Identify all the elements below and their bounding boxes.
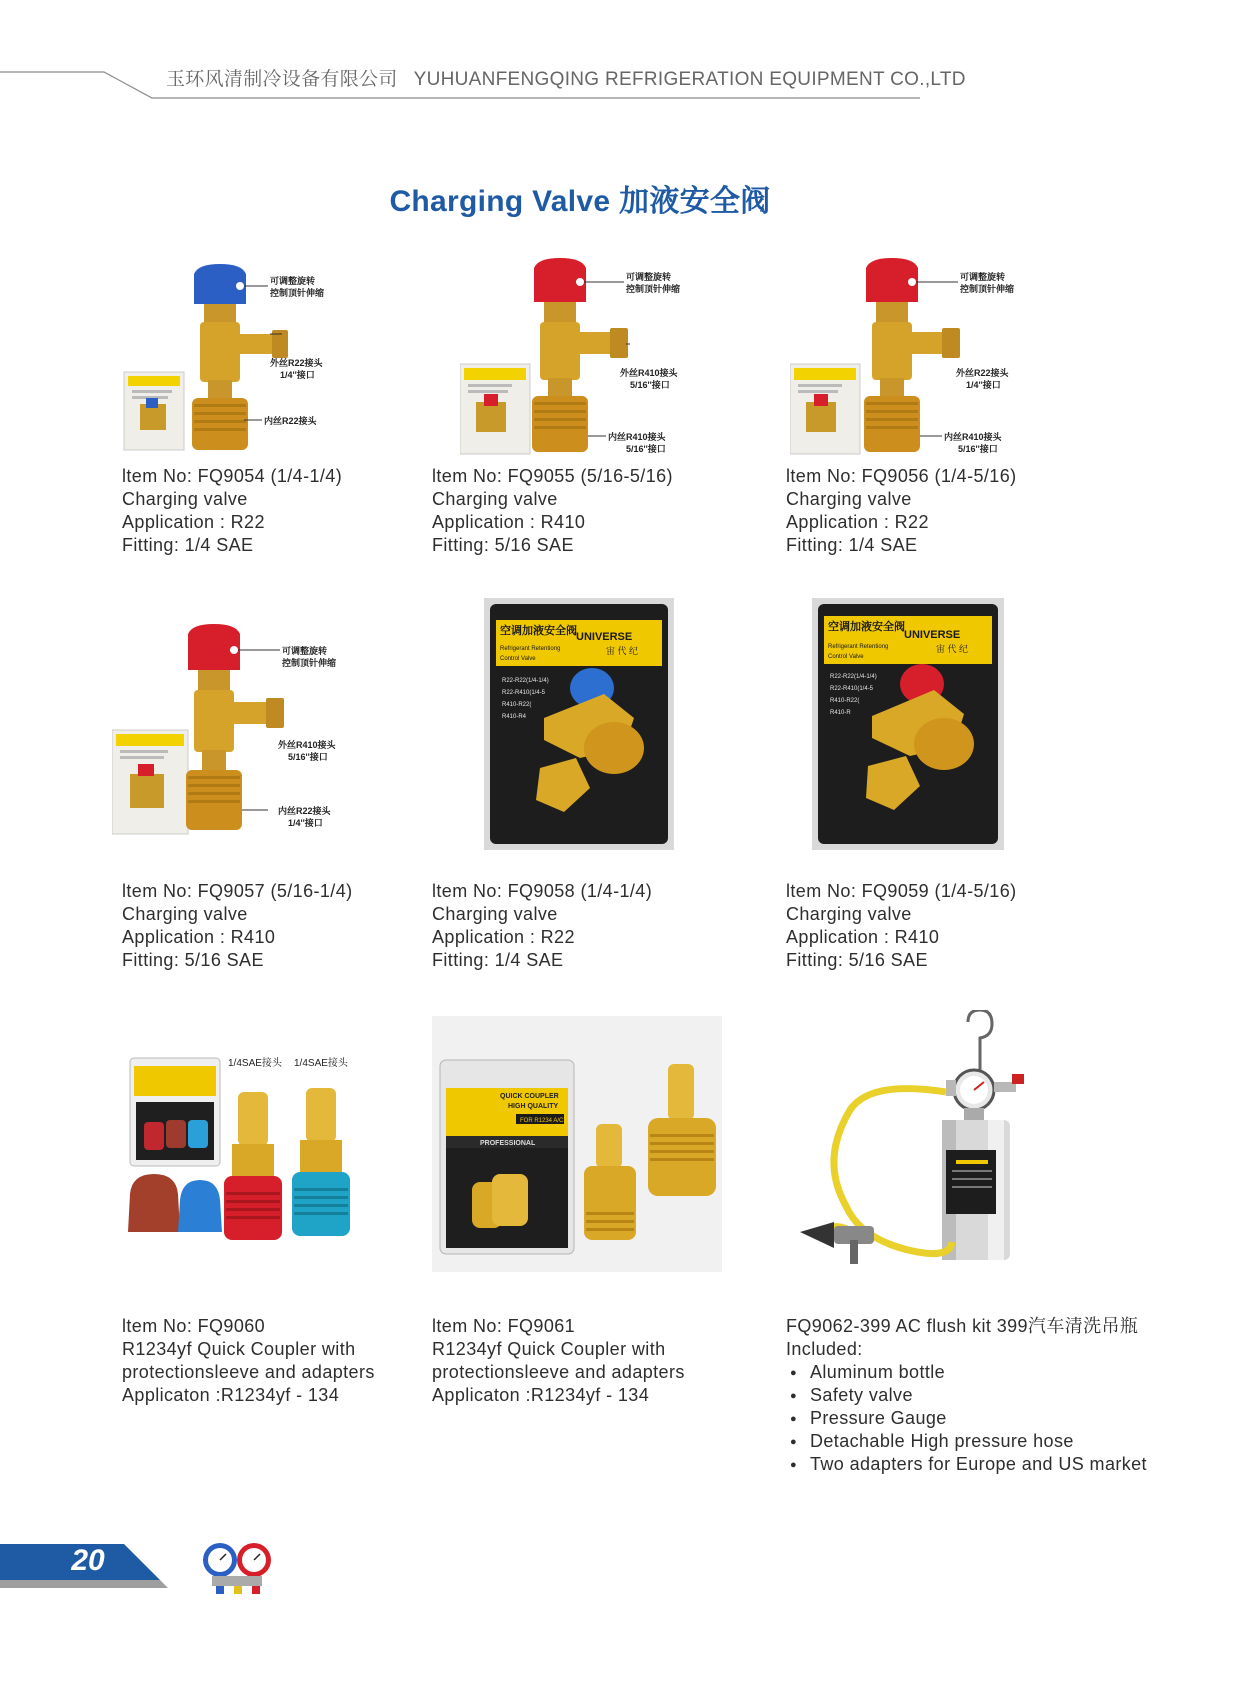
list-item: ● Two adapters for Europe and US market (786, 1453, 1147, 1476)
callout-text: 外丝R22接头 (270, 358, 323, 368)
product-name: Charging valve (786, 904, 912, 924)
included-list (786, 1361, 1147, 1476)
page-number: 20 (71, 1544, 105, 1577)
package-line: HIGH QUALITY (508, 1103, 559, 1110)
product-photo-fq9055 (460, 258, 700, 456)
package-subtitle: Refrigerant Retentiong (828, 644, 889, 650)
product-application: Application : R22 (786, 512, 929, 532)
package-option: R410-R4 (502, 714, 527, 720)
product-desc-fq9056 (786, 465, 1017, 557)
product-fitting: Fitting: 5/16 SAE (786, 950, 928, 970)
page-title: Charging Valve 加液安全阀 (389, 185, 771, 218)
package-brand: UNIVERSE (904, 629, 961, 641)
header-rule (0, 0, 1241, 110)
fitting-label: 1/4SAE接头 (228, 1058, 282, 1069)
package-brand: PROFESSIONAL (480, 1140, 536, 1147)
package-subtitle: Control Valve (828, 654, 864, 660)
product-name: Charging valve (122, 489, 248, 509)
callout-text: 5/16''接口 (626, 444, 666, 454)
item-number: ltem No: FQ9055 (5/16-5/16) (432, 466, 673, 486)
package-subtitle: Refrigerant Retentiong (500, 646, 561, 652)
list-item: ● Detachable High pressure hose (786, 1430, 1147, 1453)
company-name (166, 64, 966, 91)
product-fitting: Fitting: 1/4 SAE (122, 535, 254, 555)
product-photo-fq9054 (122, 264, 372, 454)
package-line: QUICK COUPLER (500, 1093, 559, 1100)
product-photo-fq9056 (790, 258, 1030, 456)
product-name: Charging valve (432, 904, 558, 924)
product-photo-fq9059 (812, 598, 1004, 850)
manifold-gauge-icon (200, 1540, 274, 1596)
product-name: protectionsleeve and adapters (432, 1362, 685, 1382)
company-name-cn: 玉环风清制冷设备有限公司 (166, 69, 398, 90)
callout-text: 控制顶针伸缩 (270, 288, 325, 298)
package-option: R410-R (830, 710, 851, 716)
package-brand: UNIVERSE (576, 631, 633, 643)
callout-text: 可调整旋转 (960, 272, 1006, 282)
item-number: ltem No: FQ9060 (122, 1316, 266, 1336)
product-fitting: Fitting: 1/4 SAE (786, 535, 918, 555)
item-number: ltem No: FQ9057 (5/16-1/4) (122, 881, 353, 901)
callout-text: 控制顶针伸缩 (282, 658, 337, 668)
product-application: Application : R410 (786, 927, 940, 947)
product-name: Charging valve (786, 489, 912, 509)
product-fitting: Fitting: 5/16 SAE (122, 950, 264, 970)
company-name-en: YUHUANFENGQING REFRIGERATION EQUIPMENT CO.,LTD (413, 69, 966, 90)
product-application: Application : R410 (122, 927, 276, 947)
product-desc-fq9060 (122, 1315, 375, 1407)
item-number: FQ9062-399 AC flush kit 399汽车清洗吊瓶 (786, 1316, 1139, 1336)
package-title: 空调加液安全阀 (828, 621, 905, 633)
package-option: R22-R22(1/4-1/4) (502, 678, 549, 684)
callout-text: 外丝R22接头 (956, 368, 1009, 378)
product-application: Applicaton :R1234yf - 134 (122, 1385, 340, 1405)
item-number: ltem No: FQ9059 (1/4-5/16) (786, 881, 1017, 901)
item-number: ltem No: FQ9058 (1/4-1/4) (432, 881, 653, 901)
product-desc-fq9062 (786, 1315, 1147, 1476)
product-desc-fq9059 (786, 880, 1017, 972)
product-name: Charging valve (122, 904, 248, 924)
callout-text: 5/16''接口 (288, 752, 328, 762)
product-fitting: Fitting: 1/4 SAE (432, 950, 564, 970)
list-item: ● Safety valve (786, 1384, 1147, 1407)
product-desc-fq9061 (432, 1315, 685, 1407)
list-item: ● Aluminum bottle (786, 1361, 1147, 1384)
callout-text: 内丝R22接头 (264, 416, 317, 426)
product-application: Application : R22 (432, 927, 575, 947)
list-item: ● Pressure Gauge (786, 1407, 1147, 1430)
product-photo-fq9058 (484, 598, 674, 850)
callout-text: 可调整旋转 (282, 646, 328, 656)
package-brand-cn: 宙 代 纪 (606, 646, 639, 656)
callout-text: 内丝R410接头 (608, 432, 666, 442)
callout-text: 1/4''接口 (288, 818, 323, 828)
callout-text: 外丝R410接头 (278, 740, 336, 750)
package-subtitle: Control Valve (500, 656, 536, 662)
product-application: Applicaton :R1234yf - 134 (432, 1385, 650, 1405)
callout-text: 内丝R410接头 (944, 432, 1002, 442)
product-name: protectionsleeve and adapters (122, 1362, 375, 1382)
fitting-label: 1/4SAE接头 (294, 1058, 348, 1069)
callout-text: 5/16''接口 (630, 380, 670, 390)
product-desc-fq9055 (432, 465, 673, 557)
callout-text: 1/4''接口 (280, 370, 315, 380)
product-included-label: Included: (786, 1339, 863, 1359)
package-tag: FOR R1234 A/C (520, 1118, 564, 1124)
item-number: ltem No: FQ9054 (1/4-1/4) (122, 466, 343, 486)
product-name: R1234yf Quick Coupler with (122, 1339, 356, 1359)
callout-text: 可调整旋转 (270, 276, 316, 286)
product-desc-fq9054 (122, 465, 342, 557)
callout-text: 内丝R22接头 (278, 806, 331, 816)
package-option: R22-R410(1/4-5 (830, 686, 874, 692)
callout-text: 1/4''接口 (966, 380, 1001, 390)
package-title: 空调加液安全阀 (500, 625, 577, 637)
product-fitting: Fitting: 5/16 SAE (432, 535, 574, 555)
product-desc-fq9058 (432, 880, 652, 972)
callout-text: 可调整旋转 (626, 272, 672, 282)
package-brand-cn: 宙 代 纪 (936, 644, 969, 654)
product-photo-fq9057 (112, 624, 362, 836)
package-option: R22-R410(1/4-5 (502, 690, 546, 696)
callout-text: 控制顶针伸缩 (626, 284, 681, 294)
product-application: Application : R410 (432, 512, 586, 532)
product-photo-fq9061 (432, 1016, 722, 1272)
callout-text: 外丝R410接头 (620, 368, 678, 378)
callout-text: 5/16''接口 (958, 444, 998, 454)
item-number: ltem No: FQ9056 (1/4-5/16) (786, 466, 1017, 486)
package-option: R410-R22( (830, 698, 860, 704)
package-option: R22-R22(1/4-1/4) (830, 674, 877, 680)
callout-text: 控制顶针伸缩 (960, 284, 1015, 294)
item-number: ltem No: FQ9061 (432, 1316, 576, 1336)
product-photo-fq9062 (790, 1010, 1030, 1280)
product-desc-fq9057 (122, 880, 353, 972)
product-name: Charging valve (432, 489, 558, 509)
product-application: Application : R22 (122, 512, 265, 532)
package-option: R410-R22( (502, 702, 532, 708)
product-photo-fq9060 (122, 1054, 358, 1254)
product-name: R1234yf Quick Coupler with (432, 1339, 666, 1359)
